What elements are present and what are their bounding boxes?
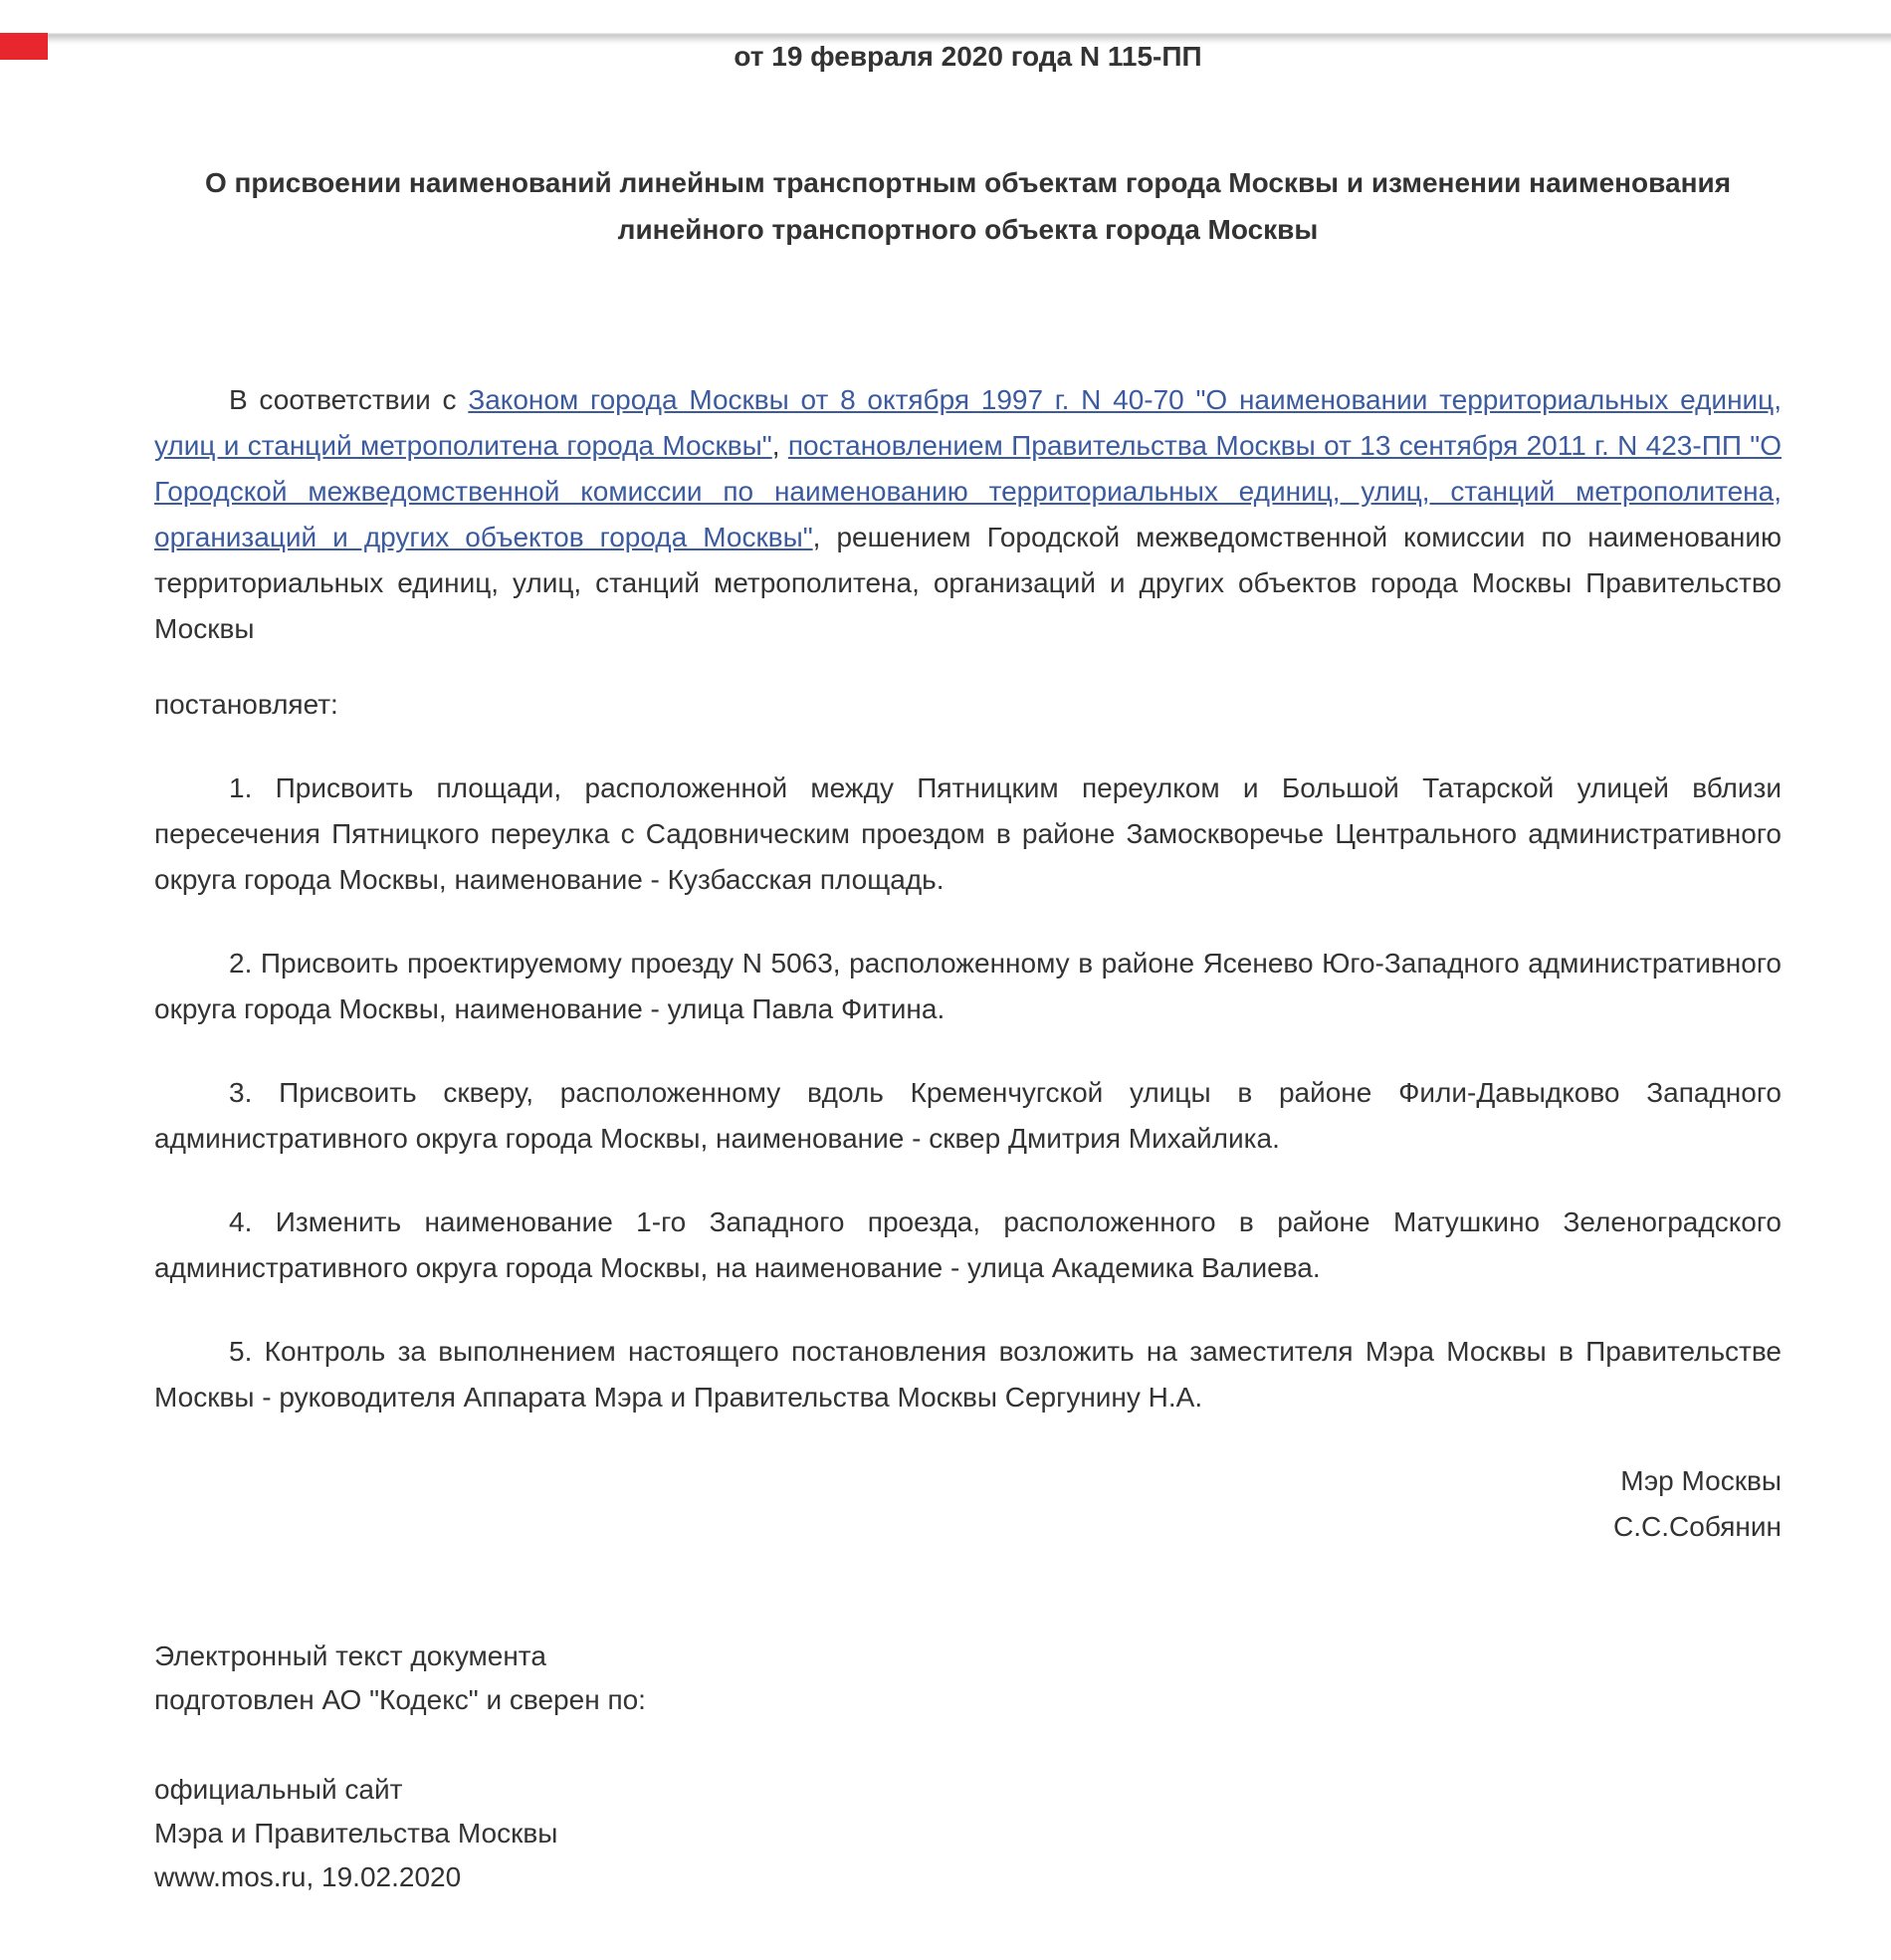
law-40-70-link[interactable]: Законом города Москвы от 8 октября 1997 г. N 40-70 "О наименовании территориальных единиц, улиц и станций метрополитена города Москвы"	[154, 384, 1782, 461]
signature-block	[154, 1458, 1782, 1550]
footer-line-4: Мэра и Правительства Москвы	[154, 1818, 558, 1849]
footer-line-1: Электронный текст документа	[154, 1640, 546, 1671]
intro-separator: ,	[771, 430, 788, 461]
document-title: О присвоении наименований линейным транспортным объектам города Москвы и изменении наименования линейного транспортного объекта города Москвы	[204, 167, 1732, 245]
decree-423-pp-link[interactable]: постановлением Правительства Москвы от 13 сентября 2011 г. N 423-ПП "О Городской межведомственной комиссии по наименованию территориальных единиц, улиц, станций метрополитена, организаций и других объектов города Москвы"	[154, 430, 1783, 552]
decree-item-1: 1. Присвоить площади, расположенной между Пятницким переулком и Большой Татарской улицей вблизи пересечения Пятницкого переулка с Садовническим проездом в районе Замоскворечье Центрального административного округа города Москвы, наименование - Кузбасская площадь.	[154, 772, 1782, 895]
decree-item-4: 4. Изменить наименование 1-го Западного проезда, расположенного в районе Матушкино Зеленоградского административного округа города Москвы, на наименование - улица Академика Валиева.	[154, 1206, 1782, 1283]
footer-line-3: официальный сайт	[154, 1774, 403, 1805]
intro-paragraph	[154, 377, 1782, 652]
intro-prefix: В соответствии с	[229, 384, 469, 415]
signature-role: Мэр Москвы	[1620, 1465, 1782, 1496]
footer-verification-source	[154, 1768, 1782, 1899]
decree-item-3: 3. Присвоить скверу, расположенному вдоль Кременчугской улицы в районе Фили-Давыдково Западного административного округа города Москвы, наименование - сквер Дмитрия Михайлика.	[154, 1077, 1782, 1154]
resolves-line: постановляет:	[154, 689, 338, 720]
document-date-line: от 19 февраля 2020 года N 115-ПП	[734, 41, 1202, 72]
footer-line-2: подготовлен АО "Кодекс" и сверен по:	[154, 1684, 646, 1715]
footer-source-note	[154, 1634, 1782, 1722]
decree-item-5: 5. Контроль за выполнением настоящего постановления возложить на заместителя Мэра Москвы в Правительстве Москвы - руководителя Аппарата Мэра и Правительства Москвы Сергунину Н.А.	[154, 1336, 1782, 1413]
signature-name: С.С.Собянин	[1613, 1511, 1782, 1542]
decree-item-2: 2. Присвоить проектируемому проезду N 5063, расположенному в районе Ясенево Юго-Западного административного округа города Москвы, наименование - улица Павла Фитина.	[154, 948, 1782, 1024]
document-page	[0, 33, 1891, 1899]
footer-line-5: www.mos.ru, 19.02.2020	[154, 1861, 462, 1892]
intro-suffix: , решением Городской межведомственной комиссии по наименованию территориальных единиц, улиц, станций метрополитена, организаций и других объектов города Москвы Правительство Москвы	[154, 522, 1782, 644]
